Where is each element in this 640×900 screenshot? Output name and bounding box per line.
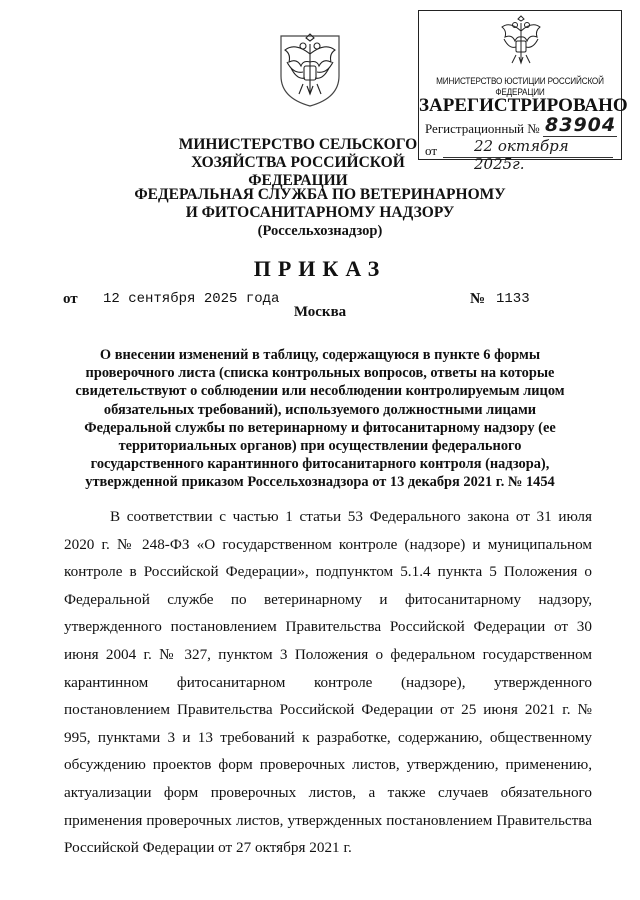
stamp-handwritten-date: 22 октября 2025г.	[474, 137, 569, 173]
stamp-emblem-icon	[498, 15, 544, 69]
stamp-from-label: от	[425, 143, 438, 158]
service-abbreviation: (Россельхознадзор)	[257, 223, 383, 239]
order-number: 1133	[496, 291, 530, 307]
order-date: 12 сентября 2025 года	[103, 291, 280, 307]
body-paragraph: В соответствии с частью 1 статьи 53 Федерального закона от 31 июля 2020 г. № 248-ФЗ «О государственном контроле (надзоре) и муниципальном контроле в Российской Федерации», подпунктом 5.1.4 пункта 5 Положения о Федеральной службе по ветеринарному и фитосанитарному надзору, утвержденного постановлением Правительства Российской Федерации от 30 июня 2004 г. № 327, пунктом 3 Положения о федеральном государственном карантинном фитосанитарном контроле (надзоре), утвержденного постановлением Правительства Российской Федерации от 25 июня 2021 г. № 995, пунктами 3 и 13 требований к разработке, содержанию, общественному обсуждению проектов форм проверочных листов, утверждению, применению, актуализации форм проверочных листов, а также случаев обязательного применения проверочных листов, утвержденных постановлением Правительства Российской Федерации от 27 октября 2021 г.	[64, 508, 592, 857]
date-label: от	[63, 291, 78, 307]
stamp-registered-title: ЗАРЕГИСТРИРОВАНО	[419, 95, 628, 116]
ministry-name: МИНИСТЕРСТВО СЕЛЬСКОГО ХОЗЯЙСТВА РОССИЙСКОЙ ФЕДЕРАЦИИ	[178, 136, 418, 189]
order-title: О внесении изменений в таблицу, содержащуюся в пункте 6 формы проверочного листа (списка контрольных вопросов, ответы на которые свидетельствуют о соблюдении или несоблюдении контролируемым лицом обязательных требований), используемого должностными лицами Федеральной службы по ветеринарному и фитосанитарному надзору (ее территориальных органов) при осуществлении федерального государственного карантинного фитосанитарного контроля (надзора), утвержденной приказом Россельхознадзора от 13 декабря 2021 г. № 1454	[75, 347, 565, 491]
registration-stamp	[418, 10, 628, 173]
document-type: ПРИКАЗ	[253, 256, 387, 281]
stamp-reg-label: Регистрационный №	[425, 121, 540, 136]
state-emblem-icon	[275, 28, 345, 108]
stamp-ministry: МИНИСТЕРСТВО ЮСТИЦИИ РОССИЙСКОЙ ФЕДЕРАЦИИ	[436, 76, 604, 98]
city: Москва	[293, 304, 347, 320]
number-label: №	[470, 291, 486, 307]
stamp-reg-number: 83904	[545, 114, 617, 136]
service-line-1: ФЕДЕРАЛЬНАЯ СЛУЖБА ПО ВЕТЕРИНАРНОМУ	[134, 186, 506, 203]
service-line-2: И ФИТОСАНИТАРНОМУ НАДЗОРУ	[185, 204, 455, 221]
service-name-block	[120, 186, 520, 240]
